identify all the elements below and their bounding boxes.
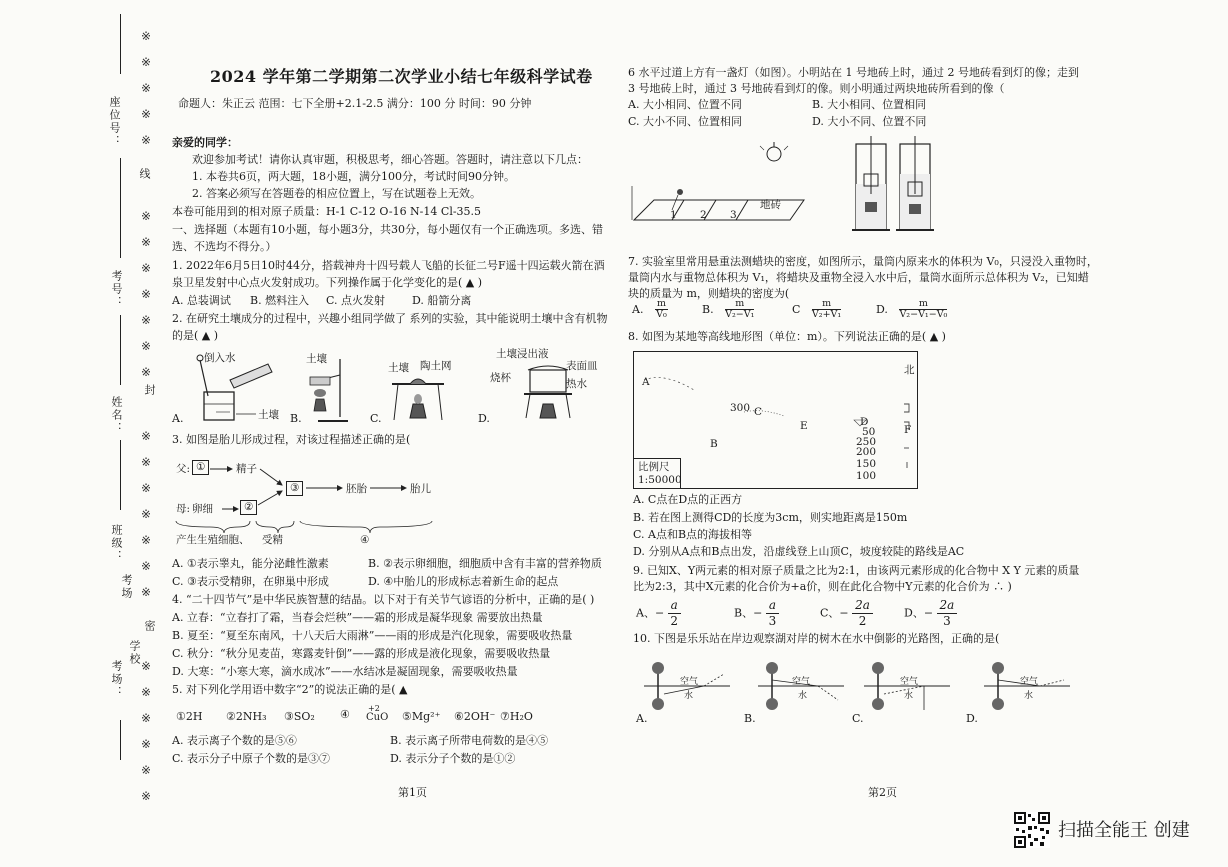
q7-option-c-fraction xyxy=(812,299,841,320)
intro-text: 欢迎参加考试！请你认真审题，积极思考，细心答题。答题时，请注意以下几点： xyxy=(192,153,588,166)
q4-option-c: C. 秋分：“秋分见麦苗，寒露麦针倒”——露的形成是液化现象，需要吸收热量 xyxy=(172,647,551,660)
q8-scale-title: 比例尺 xyxy=(638,461,670,473)
binding-line-char: 线 xyxy=(138,168,151,181)
q2-option-d: D. xyxy=(478,412,490,425)
q9-option-b-den: 3 xyxy=(768,614,777,628)
binding-line xyxy=(120,440,121,510)
q8-point-b: B xyxy=(710,438,718,450)
school-label: 学校 xyxy=(128,640,141,666)
q7-option-b xyxy=(702,299,754,320)
q9-stem: 9. 已知X、Y两元素的相对原子质量之比为2:1，由该两元素形成的化合物中 X Y 元素的质量 xyxy=(633,564,1080,577)
binding-star: ※ xyxy=(141,107,152,121)
q5-cu-charge: +2 xyxy=(368,704,380,713)
q3-box-1: ① xyxy=(192,460,209,475)
q9-option-d-label: D、− xyxy=(904,606,934,620)
q2-label-soil-a: 土壤 xyxy=(258,409,279,421)
q9-option-a-label: A、− xyxy=(636,606,665,620)
q9-option-c-label: C、− xyxy=(820,606,849,620)
q7-option-b-den: V₂−V₁ xyxy=(725,309,755,320)
binding-star: ※ xyxy=(141,737,152,751)
q6-stem: 6 水平过道上方有一盏灯（如图）。小明站在 1 号地砖上时，通过 2 号地砖看到灯的像；走到 xyxy=(628,66,1079,79)
q7-option-d-num: m xyxy=(899,299,947,310)
q5-formula-5: ⑤Mg²⁺ xyxy=(402,710,441,723)
q8-option-c: C. A点和B点的海拔相等 xyxy=(633,528,753,541)
binding-star: ※ xyxy=(141,429,152,443)
q4-option-a: A. 立春：“立春打了霜，当春会烂秧”——霜的形成是凝华现象 需要放出热量 xyxy=(172,611,543,624)
greeting: 亲爱的同学： xyxy=(172,136,238,149)
q3-option-b: B. ②表示卵细胞，细胞质中含有丰富的营养物质 xyxy=(368,557,602,570)
q2-label-hot-water: 热水 xyxy=(566,378,587,390)
q10-d-air: 空气 xyxy=(1020,677,1039,687)
q4-stem: 4. “二十四节气”是中华民族智慧的结晶。以下对于有关节气谚语的分析中，正确的是( ) xyxy=(172,593,595,606)
q9-option-b xyxy=(734,598,779,629)
binding-line xyxy=(120,315,121,385)
binding-star: ※ xyxy=(141,29,152,43)
q3-stem: 3. 如图是胎儿形成过程，对该过程描述正确的是( xyxy=(172,433,411,446)
seat-label: 座位号： xyxy=(108,96,121,148)
q7-option-d-fraction xyxy=(899,299,947,320)
q5-formula-4-marker: ④ xyxy=(340,708,350,721)
exam-no-label: 考号： xyxy=(110,270,123,309)
q10-d-water: 水 xyxy=(1024,691,1034,701)
q8-scale-value: 1:50000 xyxy=(638,474,682,486)
binding-star: ※ xyxy=(141,287,152,301)
q9-option-d xyxy=(904,598,957,629)
q7-option-c-label: C xyxy=(792,302,801,316)
binding-star: ※ xyxy=(141,133,152,147)
q9-option-a-fraction xyxy=(668,598,681,629)
q8-option-a: A. C点在D点的正西方 xyxy=(633,493,743,506)
q8-stem: 8. 如图为某地等高线地形图（单位：m）。下列说法正确的是( ▲ ) xyxy=(628,330,946,343)
binding-star: ※ xyxy=(141,81,152,95)
q2-stem: 2. 在研究土壤成分的过程中，兴趣小组同学做了 系列的实验，其中能说明土壤中含有机物 xyxy=(172,312,608,325)
q5-formula-1: ①2H xyxy=(176,710,203,723)
q3-box-3: ③ xyxy=(286,481,303,496)
q5-option-d: D. 表示分子个数的是①② xyxy=(390,752,516,765)
q2-label-beaker: 烧杯 xyxy=(490,372,511,384)
q1-option-b: B. 燃料注入 xyxy=(250,294,310,307)
q7-option-a-fraction xyxy=(655,299,668,320)
page-1-number: 第1页 xyxy=(398,786,427,799)
qr-code-icon xyxy=(1014,812,1050,848)
class-label: 班级： xyxy=(110,524,123,563)
name-label: 姓名： xyxy=(110,396,123,435)
q7-option-c-den: V₂+V₁ xyxy=(811,309,842,320)
q9-option-a-num: a xyxy=(668,598,681,614)
q8-north-label: 北 xyxy=(904,364,915,376)
q8-scale-box xyxy=(634,458,681,488)
q3-bracket-1: 产生生殖细胞、 xyxy=(176,534,250,546)
q3-option-d: D. ④中胎儿的形成标志着新生命的起点 xyxy=(368,575,559,588)
q5-formula-2: ②2NH₃ xyxy=(226,710,267,723)
kaochang-label: 考场： xyxy=(110,660,123,699)
q5-stem: 5. 对下列化学用语中数字“2”的说法正确的是( ▲ xyxy=(172,683,408,696)
q7-option-c xyxy=(792,299,841,320)
q10-a-water: 水 xyxy=(684,691,694,701)
q8-contour-50: 50 xyxy=(862,426,876,438)
q4-option-b: B. 夏至：“夏至东南风，十八天后大雨淋”——雨的形成是汽化现象，需要吸收热量 xyxy=(172,629,573,642)
binding-line xyxy=(120,158,121,258)
q9-option-d-den: 3 xyxy=(943,614,951,628)
q3-arrows xyxy=(170,455,440,540)
q3-bracket-2: 受精 xyxy=(262,534,283,546)
q7-option-a-label: A. xyxy=(632,302,644,316)
q8-contour-map xyxy=(633,351,918,489)
q8-option-b: B. 若在图上测得CD的长度为3cm，则实地距离是150m xyxy=(633,511,908,524)
binding-star: ※ xyxy=(141,455,152,469)
q8-point-f: F xyxy=(904,424,912,436)
binding-star: ※ xyxy=(141,55,152,69)
q2-label-soil-c: 土壤 xyxy=(388,362,409,374)
q9-option-c xyxy=(820,598,873,629)
q7-option-b-fraction xyxy=(725,299,754,320)
binding-line xyxy=(120,720,121,760)
q10-option-d: D. xyxy=(966,712,978,725)
q9-option-b-num: a xyxy=(766,598,779,614)
binding-line xyxy=(120,14,121,74)
q10-a-air: 空气 xyxy=(680,677,699,687)
q3-mother-label: 母: xyxy=(176,503,191,515)
q5-option-c: C. 表示分子中原子个数的是③⑦ xyxy=(172,752,331,765)
q2-label-pour-water: 倒入水 xyxy=(204,352,236,364)
section-1-heading-cont: 选、不选均不得分。） xyxy=(172,240,277,253)
q2-option-c: C. xyxy=(370,412,382,425)
q4-option-d: D. 大寒：“小寒大寒，滴水成冰”——水结冰是凝固现象，需要吸收热量 xyxy=(172,665,518,678)
q6-tile-2: 2 xyxy=(700,209,707,221)
q8-point-a: A xyxy=(642,376,650,388)
q9-option-c-num: 2a xyxy=(852,598,873,614)
q5-formula-3: ③SO₂ xyxy=(284,710,315,723)
q5-formula-6: ⑥2OH⁻ xyxy=(454,710,496,723)
binding-star: ※ xyxy=(141,685,152,699)
q6-stem-cont: 3 号地砖上时，通过 3 号地砖看到灯的像。则小明通过两块地砖所看到的像（ xyxy=(628,82,1005,95)
q7-option-a-num: m xyxy=(656,298,666,309)
q5-formula-4: CuO xyxy=(366,712,389,723)
q10-b-water: 水 xyxy=(798,691,808,701)
page-2-number: 第2页 xyxy=(868,786,897,799)
binding-star: ※ xyxy=(141,533,152,547)
q8-contour-150: 150 xyxy=(856,458,877,470)
q10-option-b: B. xyxy=(744,712,756,725)
q2-figure-c xyxy=(388,370,452,425)
q7-stem-cont: 量筒内水与重物总体积为 V₁，将蜡块及重物全浸入水中后，量筒水面所示总体积为 V₂，已知蜡 xyxy=(628,271,1089,284)
binding-star: ※ xyxy=(141,659,152,673)
binding-seal-char: 封 xyxy=(143,384,156,397)
q1-option-c: C. 点火发射 xyxy=(326,294,386,307)
binding-star: ※ xyxy=(141,789,152,803)
q2-option-b: B. xyxy=(290,412,302,425)
q8-point-e: E xyxy=(800,420,808,432)
binding-star: ※ xyxy=(141,711,152,725)
q2-stem-cont: 的是( ▲ ) xyxy=(172,329,219,342)
q9-option-b-label: B、− xyxy=(734,606,763,620)
q3-option-a: A. ①表示睾丸，能分泌雌性激素 xyxy=(172,557,329,570)
q9-option-a-den: 2 xyxy=(670,614,679,628)
q8-contour-200: 200 xyxy=(856,446,877,458)
secret-char: 密 xyxy=(143,620,156,633)
q10-b-air: 空气 xyxy=(792,677,811,687)
binding-star: ※ xyxy=(141,209,152,223)
q3-embryo-label: 胚胎 xyxy=(346,483,367,495)
watermark-text: 扫描全能王 创建 xyxy=(1058,820,1190,841)
q6-tile-label: 地砖 xyxy=(760,199,781,211)
q6-tile-3: 3 xyxy=(730,209,737,221)
q7-option-a xyxy=(632,299,668,320)
q8-contour-300: 300 xyxy=(730,402,751,414)
section-1-heading xyxy=(172,223,603,237)
q6-floor-figure xyxy=(632,140,802,230)
q7-stem: 7. 实验室里常用悬重法测蜡块的密度，如图所示，量筒内原来水的体积为 V₀，只浸没入重物时， xyxy=(628,255,1098,268)
q3-fetus-label: 胎儿 xyxy=(410,483,431,495)
q3-egg-label: 卵细 xyxy=(192,503,213,515)
q1-option-a: A. 总装调试 xyxy=(172,294,231,307)
q7-option-d-den: V₂−V₁−V₀ xyxy=(899,309,948,320)
binding-star: ※ xyxy=(141,261,152,275)
q7-stem-cont-2: 块的质量为 m，则蜡块的密度为( xyxy=(628,287,790,300)
q1-stem: 1. 2022年6月5日10时44分，搭载神舟十四号载人飞船的长征二号F遥十四运载火箭在酒 xyxy=(172,259,605,272)
q2-label-gauze: 陶土网 xyxy=(420,360,452,372)
note-1: 1. 本卷共6页，两大题，18小题，满分100分，考试时间90分钟。 xyxy=(192,170,515,183)
q3-box-2: ② xyxy=(240,500,257,515)
q8-contour-250: 250 xyxy=(856,436,877,448)
q3-father-label: 父: xyxy=(176,463,191,475)
binding-star: ※ xyxy=(141,339,152,353)
section-1-heading-text: 一、选择题（本题有10小题，每小题3分，共30分，每小题仅有一个正确选项。多选、错 xyxy=(172,223,603,236)
q7-option-c-num: m xyxy=(812,299,841,310)
q6-option-b: B. 大小相同、位置相同 xyxy=(812,98,927,111)
q6-option-a: A. 大小相同、位置不同 xyxy=(628,98,742,111)
q9-option-c-den: 2 xyxy=(858,614,867,628)
binding-star: ※ xyxy=(141,585,152,599)
q3-option-c: C. ③表示受精卵，在卵巢中形成 xyxy=(172,575,329,588)
q8-point-d: D xyxy=(860,416,869,428)
q1-stem-cont: 泉卫星发射中心点火发射成功。下列操作属于化学变化的是( ▲ ) xyxy=(172,276,483,289)
q3-bracket-4: ④ xyxy=(360,534,370,546)
q1-option-d: D. 船箭分离 xyxy=(412,294,472,307)
q9-option-d-fraction xyxy=(937,598,958,629)
q9-option-c-fraction xyxy=(852,598,873,629)
q7-option-d xyxy=(876,299,947,320)
q10-c-water: 水 xyxy=(904,691,914,701)
q2-option-a: A. xyxy=(172,412,184,425)
binding-star: ※ xyxy=(141,365,152,379)
binding-star: ※ xyxy=(141,507,152,521)
q7-option-b-label: B. xyxy=(702,302,714,316)
q10-option-c: C. xyxy=(852,712,864,725)
q10-stem: 10. 下图是乐乐站在岸边观察湖对岸的树木在水中倒影的光路图，正确的是( xyxy=(633,632,1000,645)
atomic-masses: 本卷可能用到的相对原子质量：H-1 C-12 O-16 N-14 Cl-35.5 xyxy=(172,205,482,218)
q8-point-c: C xyxy=(754,406,763,418)
exam-title: 2024 学年第二学期第二次学业小结七年级科学试卷 xyxy=(210,67,593,86)
q7-cylinders-figure xyxy=(850,134,940,234)
q3-sperm-label: 精子 xyxy=(236,463,257,475)
q8-contour-100: 100 xyxy=(856,470,877,482)
binding-star: ※ xyxy=(141,763,152,777)
q8-option-d: D. 分别从A点和B点出发，沿虚线登上山顶C，坡度较陡的路线是AC xyxy=(633,545,965,558)
q7-option-a-den: V₀ xyxy=(656,309,667,320)
q2-label-soil-b: 土壤 xyxy=(306,353,327,365)
q9-option-a xyxy=(636,598,681,629)
q6-tile-1: 1 xyxy=(670,209,677,221)
q5-option-b: B. 表示离子所带电荷数的是④⑤ xyxy=(390,734,549,747)
q9-option-b-fraction xyxy=(766,598,779,629)
q7-option-d-label: D. xyxy=(876,302,888,316)
room-label: 考场 xyxy=(120,574,133,600)
q6-option-c: C. 大小不同、位置相同 xyxy=(628,115,743,128)
q7-option-b-num: m xyxy=(725,299,754,310)
binding-star: ※ xyxy=(141,559,152,573)
q10-c-air: 空气 xyxy=(900,677,919,687)
binding-star: ※ xyxy=(141,235,152,249)
q5-option-a: A. 表示离子个数的是⑤⑥ xyxy=(172,734,297,747)
binding-star: ※ xyxy=(141,313,152,327)
q2-label-leach: 土壤浸出液 xyxy=(496,348,549,360)
binding-star: ※ xyxy=(141,481,152,495)
exam-meta: 命题人：朱正云 范围：七下全册+2.1-2.5 满分：100 分 时间：90 分钟 xyxy=(178,97,532,110)
q9-option-d-num: 2a xyxy=(937,598,958,614)
q5-formula-7: ⑦H₂O xyxy=(500,710,533,723)
q9-stem-cont: 比为2:3，其中X元素的化合价为+a价，则在此化合物中Y元素的化合价为 ∴ ) xyxy=(633,580,1012,593)
q10-option-a: A. xyxy=(636,712,648,725)
q2-label-dish: 表面皿 xyxy=(566,360,598,372)
q6-option-d: D. 大小不同、位置不同 xyxy=(812,115,927,128)
note-2: 2. 答案必须写在答题卷的相应位置上，写在试题卷上无效。 xyxy=(192,187,481,200)
